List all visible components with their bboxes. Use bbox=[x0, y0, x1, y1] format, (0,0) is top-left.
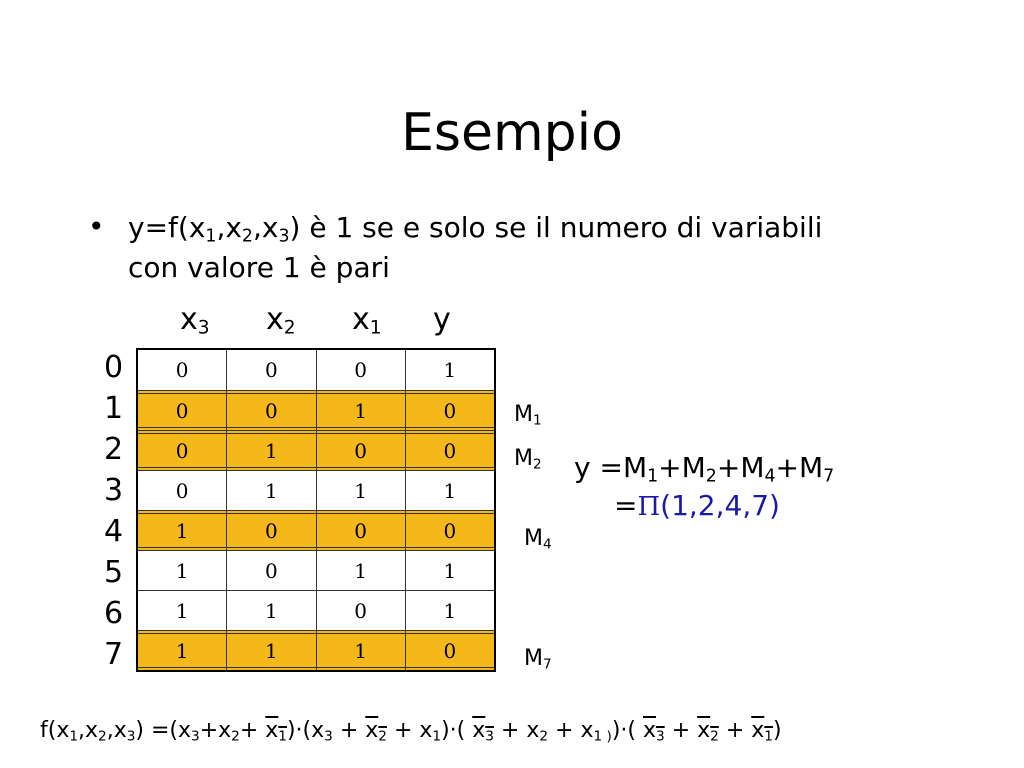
table-row bbox=[138, 590, 494, 630]
row-index: 3 bbox=[104, 473, 124, 508]
table-cell: 0 bbox=[175, 358, 189, 382]
row-index: 6 bbox=[104, 596, 124, 631]
row-index: 4 bbox=[104, 514, 124, 549]
table-cell: 1 bbox=[405, 471, 494, 510]
maxterm-label-m2: $M_2$ bbox=[514, 446, 542, 473]
bullet-text-part: y=f(x bbox=[128, 211, 206, 244]
table-cell: 1 bbox=[316, 551, 405, 590]
table-cell: 1 bbox=[175, 599, 189, 623]
bullet-marker: • bbox=[88, 210, 105, 243]
table-row-highlighted bbox=[138, 390, 494, 430]
table-cell: 1 bbox=[226, 471, 315, 510]
table-cell: 0 bbox=[316, 431, 405, 470]
row-index: 0 bbox=[104, 350, 124, 385]
table-cell: 0 bbox=[405, 391, 494, 430]
table-cell: 1 bbox=[226, 431, 315, 470]
table-cell: 1 bbox=[405, 551, 494, 590]
column-header-x3: $x_3$ bbox=[180, 302, 210, 339]
bullet-sub: 3 bbox=[278, 226, 290, 247]
table-cell: 0 bbox=[405, 631, 494, 670]
maxterm-label-m1: $M_1$ bbox=[514, 402, 542, 429]
bullet-sub: 1 bbox=[205, 226, 217, 247]
table-cell: 1 bbox=[226, 591, 315, 630]
pi-notation-equation: =Π(1,2,4,7) bbox=[614, 489, 780, 522]
maxterm-label-m4: $M_4$ bbox=[524, 526, 552, 553]
table-cell: 0 bbox=[226, 391, 315, 430]
table-cell: 0 bbox=[138, 391, 226, 430]
table-row-highlighted bbox=[138, 630, 494, 670]
column-header-x2: $x_2$ bbox=[266, 302, 296, 339]
expanded-formula: $f(x_1,x_2,x_3) =(x_3+x_2+ x_1)\cdot(x_3 + x_2 + x_1)\cdot$( $x_3 + x_2 + x_{1 )})\cdot$( $x_3 + x_2 + x_1$) bbox=[40, 718, 782, 745]
table-cell: 0 bbox=[226, 551, 315, 590]
table-row bbox=[138, 350, 494, 390]
table-cell: 1 bbox=[138, 511, 226, 550]
table-cell: 0 bbox=[405, 431, 494, 470]
table-cell: 0 bbox=[316, 350, 405, 390]
maxterm-label-m7: $M_7$ bbox=[524, 646, 552, 673]
row-index: 1 bbox=[104, 391, 124, 426]
slide-title: Esempio bbox=[401, 103, 623, 163]
table-cell: 1 bbox=[316, 631, 405, 670]
table-cell: 1 bbox=[175, 559, 189, 583]
table-cell: 1 bbox=[226, 631, 315, 670]
table-cell: 0 bbox=[175, 479, 189, 503]
table-cell: 0 bbox=[316, 511, 405, 550]
row-index: 7 bbox=[104, 637, 124, 672]
bullet-text-part: ) è 1 se e solo se il numero di variabili bbox=[289, 211, 823, 244]
table-row bbox=[138, 470, 494, 510]
table-row bbox=[138, 550, 494, 590]
table-cell: 1 bbox=[316, 391, 405, 430]
bullet-text-part: ,x bbox=[252, 211, 279, 244]
table-cell: 0 bbox=[226, 511, 315, 550]
row-index: 2 bbox=[104, 432, 124, 467]
column-header-x1: $x_1$ bbox=[352, 302, 382, 339]
table-row-highlighted bbox=[138, 430, 494, 470]
table-cell: 0 bbox=[226, 350, 315, 390]
table-cell: 1 bbox=[138, 631, 226, 670]
bullet-text-part: ,x bbox=[216, 211, 242, 244]
bullet-sub: 2 bbox=[241, 226, 253, 247]
table-cell: 1 bbox=[316, 471, 405, 510]
truth-table bbox=[136, 348, 496, 672]
table-cell: 0 bbox=[316, 591, 405, 630]
maxterm-product-equation: $y =M_1+M_2+M_4+M_7$ bbox=[574, 451, 835, 487]
table-cell: 1 bbox=[405, 350, 494, 390]
pi-symbol: Π bbox=[637, 492, 661, 522]
table-cell: 1 bbox=[405, 591, 494, 630]
bullet-text bbox=[128, 208, 928, 288]
column-header-y: y bbox=[433, 302, 451, 337]
table-cell: 0 bbox=[138, 431, 226, 470]
table-cell: 0 bbox=[405, 511, 494, 550]
table-row-highlighted bbox=[138, 510, 494, 550]
row-index: 5 bbox=[104, 555, 124, 590]
bullet-text-line2: con valore 1 è pari bbox=[128, 251, 390, 284]
